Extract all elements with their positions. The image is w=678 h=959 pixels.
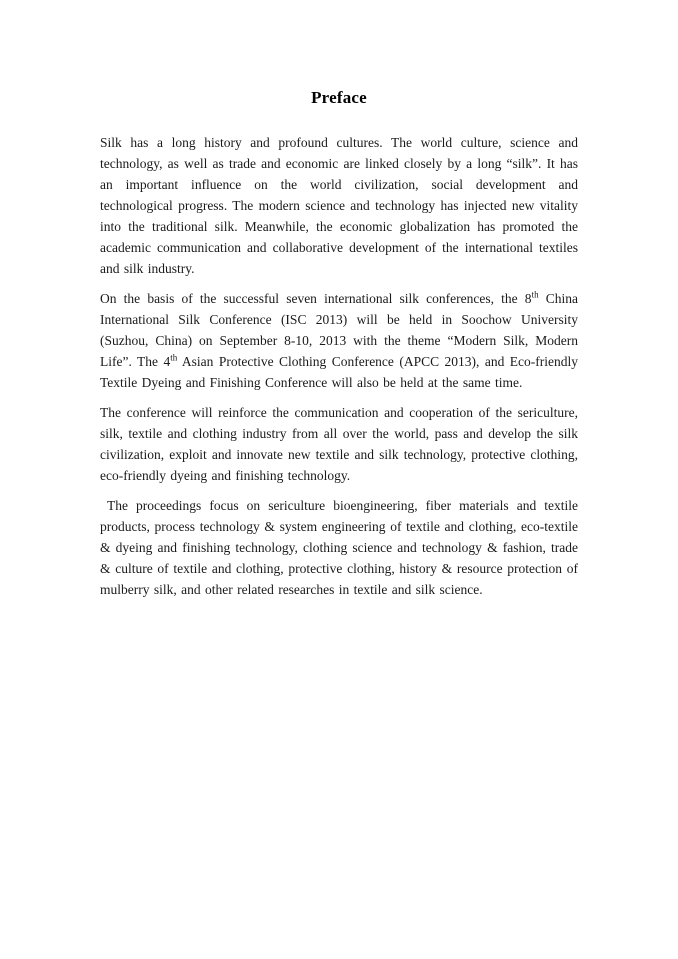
ordinal-superscript: th — [531, 289, 539, 300]
paragraph — [100, 288, 578, 393]
text-run: The proceedings focus on sericulture bioengineering, fiber materials and textile products, process technology & system engineering of textile and clothing, eco-textile & dyeing and finishing technology, clothing science and technology & fashion, trade & culture of textile and clothing, protective clothing, history & resource protection of mulberry silk, and other related researches in textile and silk science. — [100, 498, 578, 597]
text-run: On the basis of the successful seven international silk conferences, the 8 — [100, 291, 532, 306]
text-run: Asian Protective Clothing Conference (APCC 2013), and Eco-friendly Textile Dyeing and Finishing Conference will also be held at the same time. — [100, 354, 578, 390]
paragraph — [100, 495, 578, 600]
page-title: Preface — [311, 88, 367, 107]
paragraph — [100, 132, 578, 279]
paragraph — [100, 402, 578, 486]
ordinal-superscript: th — [170, 352, 178, 363]
paragraphs — [100, 132, 578, 600]
document-content — [100, 88, 578, 609]
text-run: Silk has a long history and profound cultures. The world culture, science and technology, as well as trade and economic are linked closely by a long “silk”. It has an important influence on the world civilization, social development and technological progress. The modern science and technology has injected new vitality into the traditional silk. Meanwhile, the economic globalization has promoted the academic communication and collaborative development of the international textiles and silk industry. — [100, 135, 578, 276]
text-run: The conference will reinforce the communication and cooperation of the sericulture, silk, textile and clothing industry from all over the world, pass and develop the silk civilization, exploit and innovate new textile and silk technology, protective clothing, eco-friendly dyeing and finishing technology. — [100, 405, 578, 483]
text-run: China International Silk Conference (ISC 2013) will be held in Soochow University (Suzhou, China) on September 8-10, 2013 with the theme “Modern Silk, Modern Life”. The 4 — [100, 291, 578, 369]
